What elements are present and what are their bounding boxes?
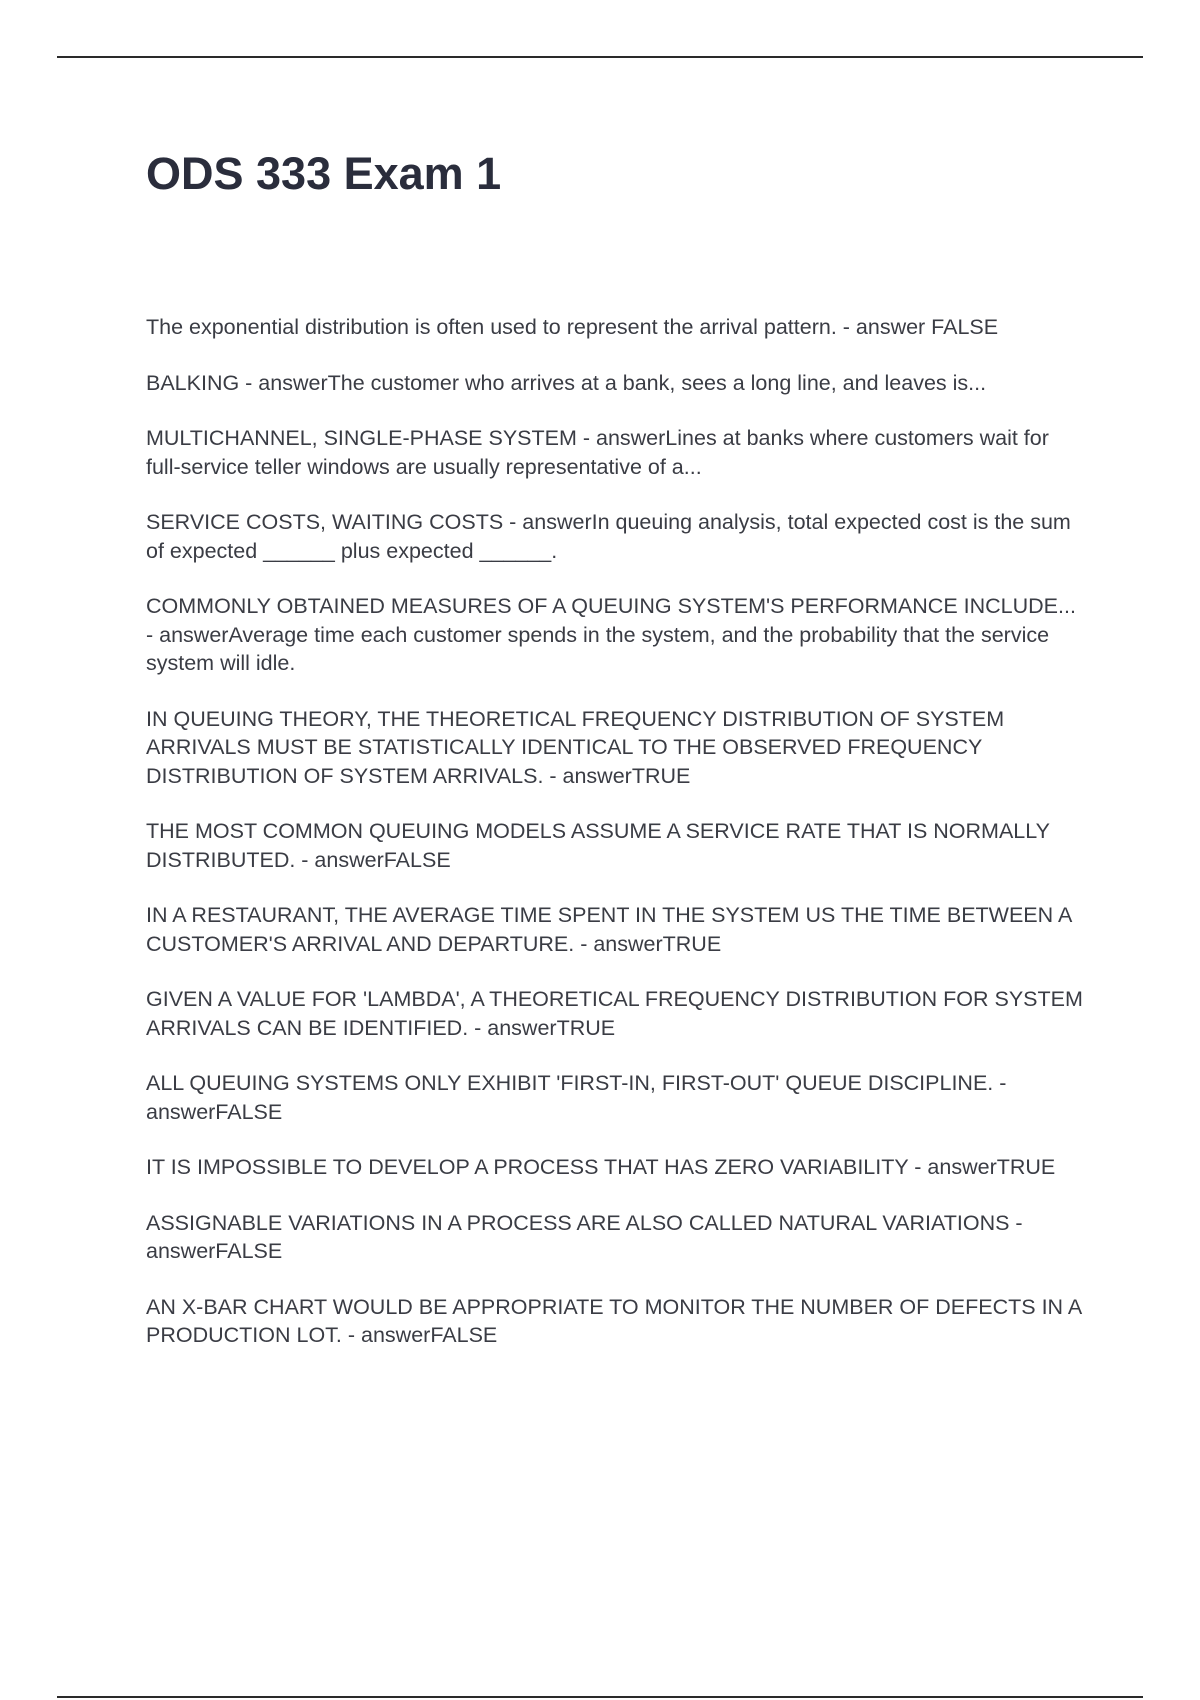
footer-divider (57, 1696, 1143, 1698)
qa-list (146, 313, 1086, 1377)
qa-item: IN A RESTAURANT, THE AVERAGE TIME SPENT IN THE SYSTEM US THE TIME BETWEEN A CUSTOMER'S ARRIVAL AND DEPARTURE. - answerTRUE (146, 903, 1072, 956)
page-title: ODS 333 Exam 1 (146, 148, 502, 199)
qa-item: COMMONLY OBTAINED MEASURES OF A QUEUING SYSTEM'S PERFORMANCE INCLUDE... - answerAverage time each customer spends in the system, and the probability that the service system will idle. (146, 594, 1076, 675)
qa-item: THE MOST COMMON QUEUING MODELS ASSUME A SERVICE RATE THAT IS NORMALLY DISTRIBUTED. - answerFALSE (146, 819, 1050, 872)
qa-item: ASSIGNABLE VARIATIONS IN A PROCESS ARE ALSO CALLED NATURAL VARIATIONS - answerFALSE (146, 1210, 1023, 1263)
qa-item: IN QUEUING THEORY, THE THEORETICAL FREQUENCY DISTRIBUTION OF SYSTEM ARRIVALS MUST BE STATISTICALLY IDENTICAL TO THE OBSERVED FREQUENCY DISTRIBUTION OF SYSTEM ARRIVALS. - answerTRUE (146, 706, 1005, 788)
qa-item: BALKING - answerThe customer who arrives at a bank, sees a long line, and leaves is... (146, 370, 987, 395)
header-divider (57, 56, 1143, 58)
qa-item: SERVICE COSTS, WAITING COSTS - answerIn queuing analysis, total expected cost is the sum of expected ______ plus expected ______. (146, 510, 1071, 563)
qa-item: IT IS IMPOSSIBLE TO DEVELOP A PROCESS THAT HAS ZERO VARIABILITY - answerTRUE (146, 1155, 1056, 1179)
qa-item: The exponential distribution is often used to represent the arrival pattern. - answer FALSE (146, 315, 999, 339)
qa-item: ALL QUEUING SYSTEMS ONLY EXHIBIT 'FIRST-IN, FIRST-OUT' QUEUE DISCIPLINE. - answerFALSE (146, 1071, 1007, 1124)
qa-item: MULTICHANNEL, SINGLE-PHASE SYSTEM - answerLines at banks where customers wait for full-service teller windows are usually representative of a... (146, 426, 1049, 479)
qa-item: GIVEN A VALUE FOR 'LAMBDA', A THEORETICAL FREQUENCY DISTRIBUTION FOR SYSTEM ARRIVALS CAN BE IDENTIFIED. - answerTRUE (146, 987, 1083, 1040)
qa-item: AN X-BAR CHART WOULD BE APPROPRIATE TO MONITOR THE NUMBER OF DEFECTS IN A PRODUCTION LOT. - answerFALSE (146, 1294, 1082, 1347)
